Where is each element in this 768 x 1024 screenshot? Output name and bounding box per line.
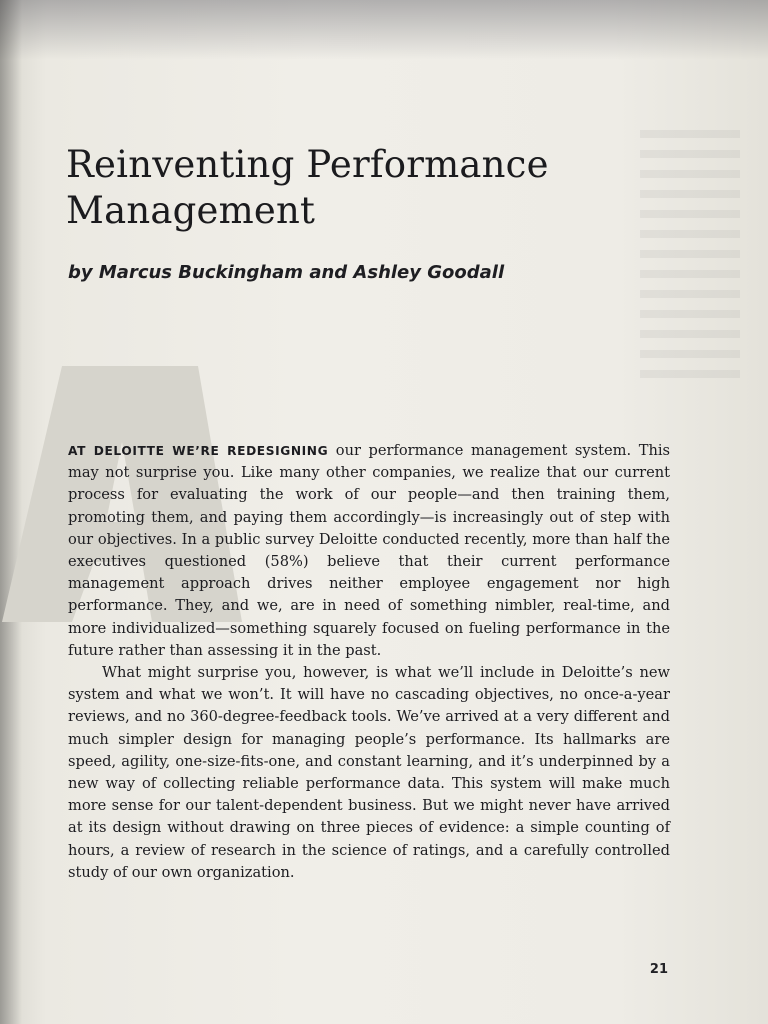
title-line-2: Management: [66, 189, 316, 232]
article-title: [66, 142, 706, 234]
article-body: [68, 440, 670, 884]
title-line-1: Reinventing Performance: [66, 143, 549, 186]
lead-in: AT DELOITTE WE’RE REDESIGNING: [68, 444, 329, 458]
paragraph-1-text: our performance management system. This may not surprise you. Like many other companies, we realize that our current process for evaluating the work of our people—and then training them, promoting them, and paying them accordingly—is increasingly out of step with our objectives. In a public survey Deloitte conducted recently, more than half the executives questioned (58%) believe that their current performance management approach drives neither employee engagement nor high performance. They, and we, are in need of something nimbler, real-time, and more individualized—something squarely focused on fueling performance in the future rather than assessing it in the past.: [68, 442, 671, 659]
page-number: 21: [649, 962, 668, 977]
paragraph-1: [68, 440, 670, 662]
byline: by Marcus Buckingham and Ashley Goodall: [68, 262, 505, 283]
top-shadow: [0, 0, 768, 60]
paragraph-2: What might surprise you, however, is what we’ll include in Deloitte’s new system and what we won’t. It will have no cascading objectives, no once-a-year reviews, and no 360-degree-feedback tools. We’ve arrived at a very different and much simpler design for managing people’s performance. Its hallmarks are speed, agility, one-size-fits-one, and constant learning, and it’s underpinned by a new way of collecting reliable performance data. This system will make much more sense for our talent-dependent business. But we might never have arrived at its design without drawing on three pieces of evidence: a simple counting of hours, a review of research in the science of ratings, and a carefully controlled study of our own organization.: [68, 664, 670, 881]
